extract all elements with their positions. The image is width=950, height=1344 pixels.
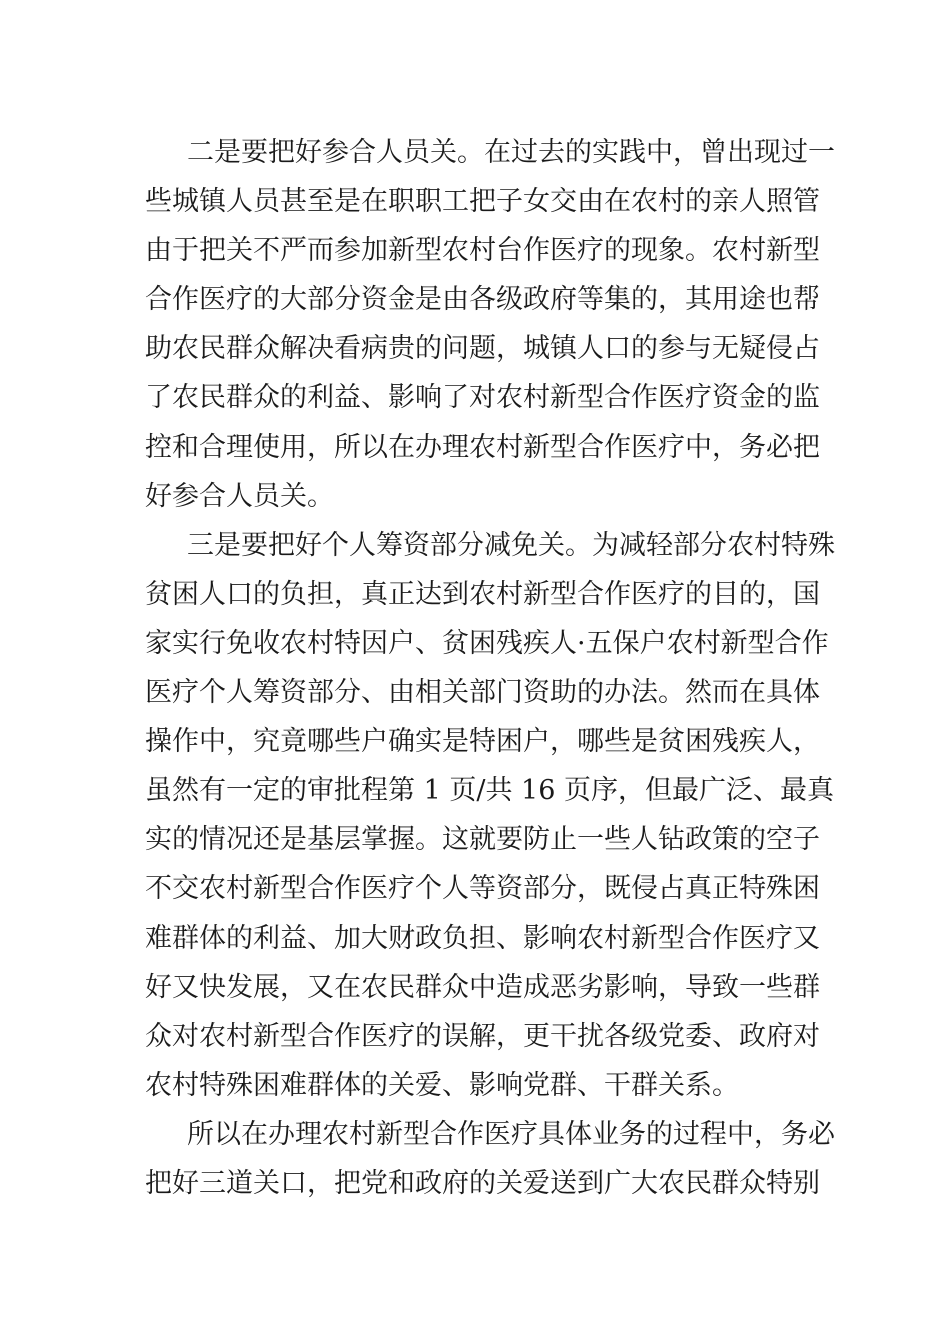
paragraph-2-line-3: 由于把关不严而参加新型农村台作医疗的现象。农村新型 xyxy=(145,235,820,267)
paragraph-2-line-8: 好参合人员关。 xyxy=(145,480,334,512)
paragraph-3-line-8: 不交农村新型合作医疗个人等资部分，既侵占真正特殊困 xyxy=(145,873,820,905)
paragraph-2-line-4: 合作医疗的大部分资金是由各级政府等集的，其用途也帮 xyxy=(145,284,820,316)
paragraph-2-line-5: 助农民群众解决看病贵的问题，城镇人口的参与无疑侵占 xyxy=(145,333,820,365)
paragraph-4-line-1: 所以在办理农村新型合作医疗具体业务的过程中，务必 xyxy=(187,1118,835,1150)
paragraph-4-line-2: 把好三道关口，把党和政府的关爱送到广大农民群众特别 xyxy=(145,1167,820,1199)
paragraph-3-line-7: 实的情况还是基层掌握。这就要防止一些人钻政策的空子 xyxy=(145,824,820,856)
paragraph-2-line-2: 些城镇人员甚至是在职职工把子女交由在农村的亲人照管 xyxy=(145,186,820,218)
paragraph-2-line-1: 二是要把好参合人员关。在过去的实践中，曾出现过一 xyxy=(187,137,835,168)
paragraph-3-line-10: 好又快发展，又在农民群众中造成恶劣影响，导致一些群 xyxy=(145,971,820,1003)
paragraph-2-line-6: 了农民群众的利益、影响了对农村新型合作医疗资金的监 xyxy=(145,382,820,414)
document-body xyxy=(145,128,835,1208)
paragraph-3-line-9: 难群体的利益、加大财政负担、影响农村新型合作医疗又 xyxy=(145,922,820,954)
paragraph-3-line-2: 贫困人口的负担，真正达到农村新型合作医疗的目的，国 xyxy=(145,578,820,610)
paragraph-3-line-4: 医疗个人筹资部分、由相关部门资助的办法。然而在具体 xyxy=(145,677,820,709)
paragraph-3-line-12: 农村特殊困难群体的关爱、影响党群、干群关系。 xyxy=(145,1069,739,1101)
paragraph-3-line-5: 操作中，究竟哪些户确实是特困户，哪些是贫困残疾人， xyxy=(145,726,820,758)
paragraph-3-line-6-page-number: 虽然有一定的审批程第 1 页/共 16 页序，但最广泛、最真 xyxy=(145,775,834,807)
paragraph-2-line-7: 控和合理使用，所以在办理农村新型合作医疗中，务必把 xyxy=(145,431,820,463)
paragraph-3-line-11: 众对农村新型合作医疗的误解，更干扰各级党委、政府对 xyxy=(145,1020,820,1052)
paragraph-3-line-1: 三是要把好个人筹资部分减免关。为减轻部分农村特殊 xyxy=(187,529,835,561)
paragraph-3-line-3: 家实行免收农村特因户、贫困残疾人·五保户农村新型合作 xyxy=(145,627,829,659)
